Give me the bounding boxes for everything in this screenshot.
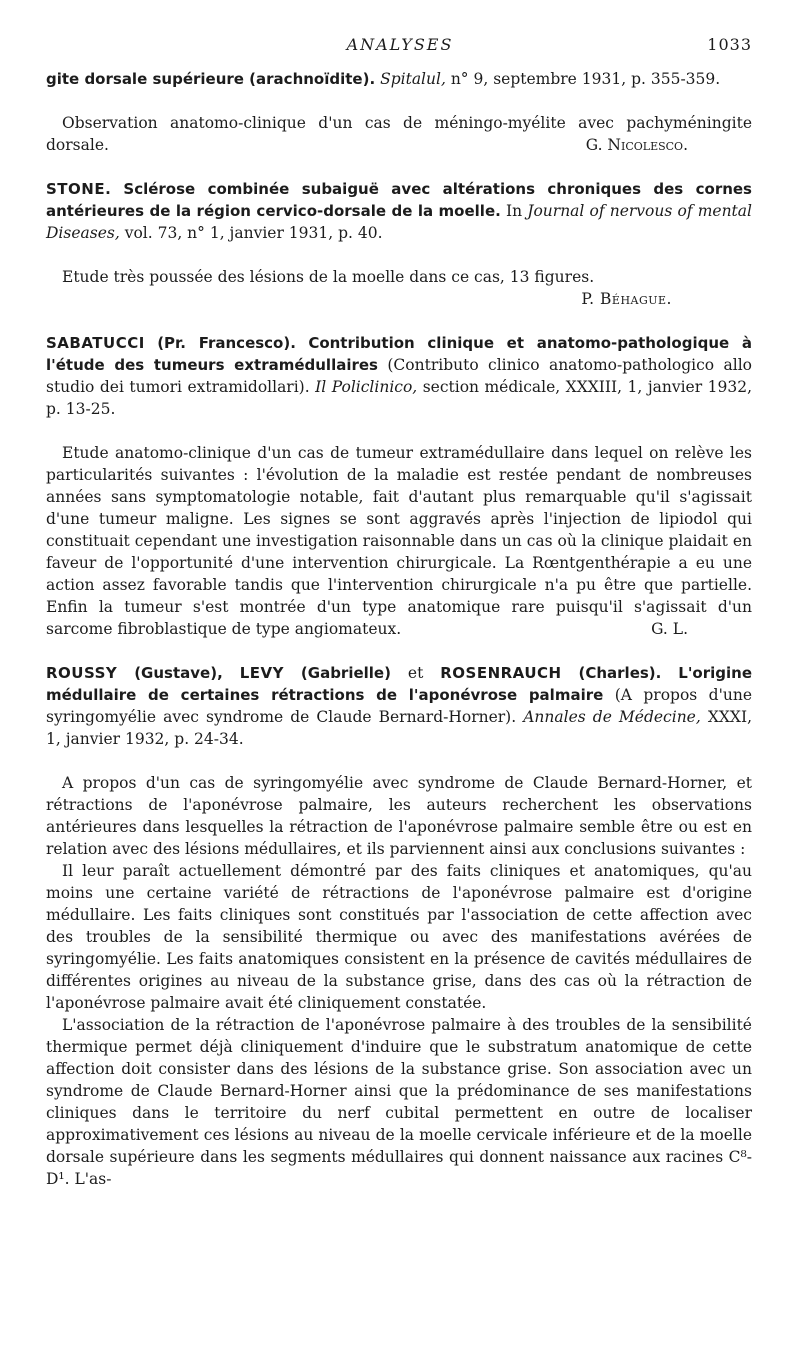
abstract — [46, 772, 752, 1190]
author-conjunction: et — [407, 664, 424, 682]
abstract-paragraph — [46, 442, 752, 640]
author-given-name: (Pr. Francesco). — [157, 334, 296, 352]
review-entry-sabatucci — [46, 332, 752, 640]
page-number: 1033 — [707, 35, 752, 54]
review-entry-roussy — [46, 662, 752, 1190]
title-translation: (Contributo clinico anatomo-pathologico allo studio dei tumori extramidollari). — [46, 356, 752, 396]
author-given-name-1: (Gustave), — [134, 664, 223, 682]
abstract-text: Etude anatomo-clinique d'un cas de tumeur extramédullaire dans lequel on relève les particularités suivantes : l'évolution de la maladie est restée pendant de nombreuses années sans symptomatologie notable, fait d'autant plus remarquable qu'il s'agissait d'une tumeur maligne. Les signes se sont aggravés après l'injection de lipiodol qui constituait cependant une investigation raisonnable dans un cas où la clinique plaidait en faveur de l'opportunité d'une intervention chirurgicale. La Rœntgenthérapie a eu une action assez favorable tandis que l'intervention chirurgicale n'a pu être que partielle. Enfin la tumeur s'est montrée d'un type anatomique rare puisqu'il s'agissait d'un sarcome fibroblastique de type angiomateux. — [46, 444, 752, 638]
abstract-paragraph — [46, 112, 752, 156]
reviewer-signature: G. Nicolesco. — [585, 136, 688, 154]
citation-details: vol. 73, n° 1, janvier 1931, p. 40. — [124, 224, 383, 242]
article-title: L'origine médullaire de certaines rétractions de l'aponévrose palmaire — [46, 664, 753, 704]
citation-details: n° 9, septembre 1931, p. 355-359. — [450, 70, 721, 88]
author-name: SABATUCCI — [46, 334, 145, 352]
author-given-name-2: (Gabrielle) — [300, 664, 391, 682]
section-title: ANALYSES — [346, 35, 454, 54]
title-translation: (A propos d'une syringomyélie avec syndrome de Claude Bernard-Horner). — [46, 686, 752, 726]
journal-name: Il Policlinico, — [315, 378, 418, 396]
article-title: Contribution clinique et anatomo-pathologique à l'étude des tumeurs extramédullaires — [46, 334, 752, 374]
citation-details: section médicale, XXXIII, 1, janvier 1932, p. 13-25. — [46, 378, 752, 418]
citation — [46, 178, 752, 244]
page-content — [46, 68, 752, 1212]
abstract-paragraph: L'association de la rétraction de l'aponévrose palmaire à des troubles de la sensibilité thermique permet déjà cliniquement d'induire que le substratum anatomique de cette affection doit consister dans des lésions de la substance grise. Son association avec un syndrome de Claude Bernard-Horner ainsi que la prédominance de ses manifestations cliniques dans le territoire du nerf cubital permettent en outre de localiser approximativement ces lésions au niveau de la moelle cervicale inférieure et de la moelle dorsale supérieure dans les segments médullaires qui donnent naissance aux racines C⁸-D¹. L'as- — [46, 1016, 752, 1188]
author-name-3: ROSENRAUCH — [440, 664, 562, 682]
reviewer-signature: P. Béhague. — [581, 290, 672, 308]
abstract — [46, 266, 752, 288]
abstract-text: Observation anatomo-clinique d'un cas de méningo-myélite avec pachyméningite dorsale. — [46, 114, 752, 154]
abstract-paragraph: A propos d'un cas de syringomyélie avec syndrome de Claude Bernard-Horner, et rétractions de l'aponévrose palmaire, les auteurs recherchent les observations antérieures dans lesquelles la rétraction de l'aponévrose palmaire semble être ou est en relation avec des lésions médullaires, et ils parviennent ainsi aux conclusions suivantes : — [46, 774, 752, 858]
author-name-1: ROUSSY — [46, 664, 118, 682]
reviewer-signature: G. L. — [651, 620, 688, 638]
abstract-paragraph: Etude très poussée des lésions de la moelle dans ce cas, 13 figures. — [62, 268, 595, 286]
citation — [46, 68, 752, 90]
journal-name: Spitalul, — [380, 70, 446, 88]
journal-name: Annales de Médecine, — [523, 708, 701, 726]
review-entry-stone — [46, 178, 752, 310]
review-entry-nicolesco — [46, 68, 752, 156]
abstract — [46, 442, 752, 640]
abstract-paragraph: Il leur paraît actuellement démontré par des faits cliniques et anatomiques, qu'au moins une certaine variété de rétractions de l'aponévrose palmaire est d'origine médullaire. Les faits cliniques sont constitués par l'association de cette affection avec des troubles de la sensibilité thermique ou avec des manifestations avérées de syringomyélie. Les faits anatomiques consistent en la présence de cavités médullaires de différentes origines au niveau de la substance grise, dans des cas où la rétraction de l'aponévrose palmaire avait été cliniquement constatée. — [46, 862, 752, 1012]
citation — [46, 662, 752, 750]
journal-name: Journal of nervous of mental Diseases, — [46, 202, 752, 242]
citation-details: XXXI, 1, janvier 1932, p. 24-34. — [46, 708, 752, 748]
in-prefix: In — [505, 202, 523, 220]
author-given-name-3: (Charles). — [578, 664, 662, 682]
citation — [46, 332, 752, 420]
author-name: STONE. — [46, 180, 112, 198]
abstract — [46, 112, 752, 156]
citation-title: gite dorsale supérieure (arachnoïdite). — [46, 70, 376, 88]
running-head — [0, 34, 800, 56]
article-title: Sclérose combinée subaiguë avec altérations chroniques des cornes antérieures de la région cervico-dorsale de la moelle. — [46, 180, 752, 220]
author-name-2: LEVY — [239, 664, 284, 682]
